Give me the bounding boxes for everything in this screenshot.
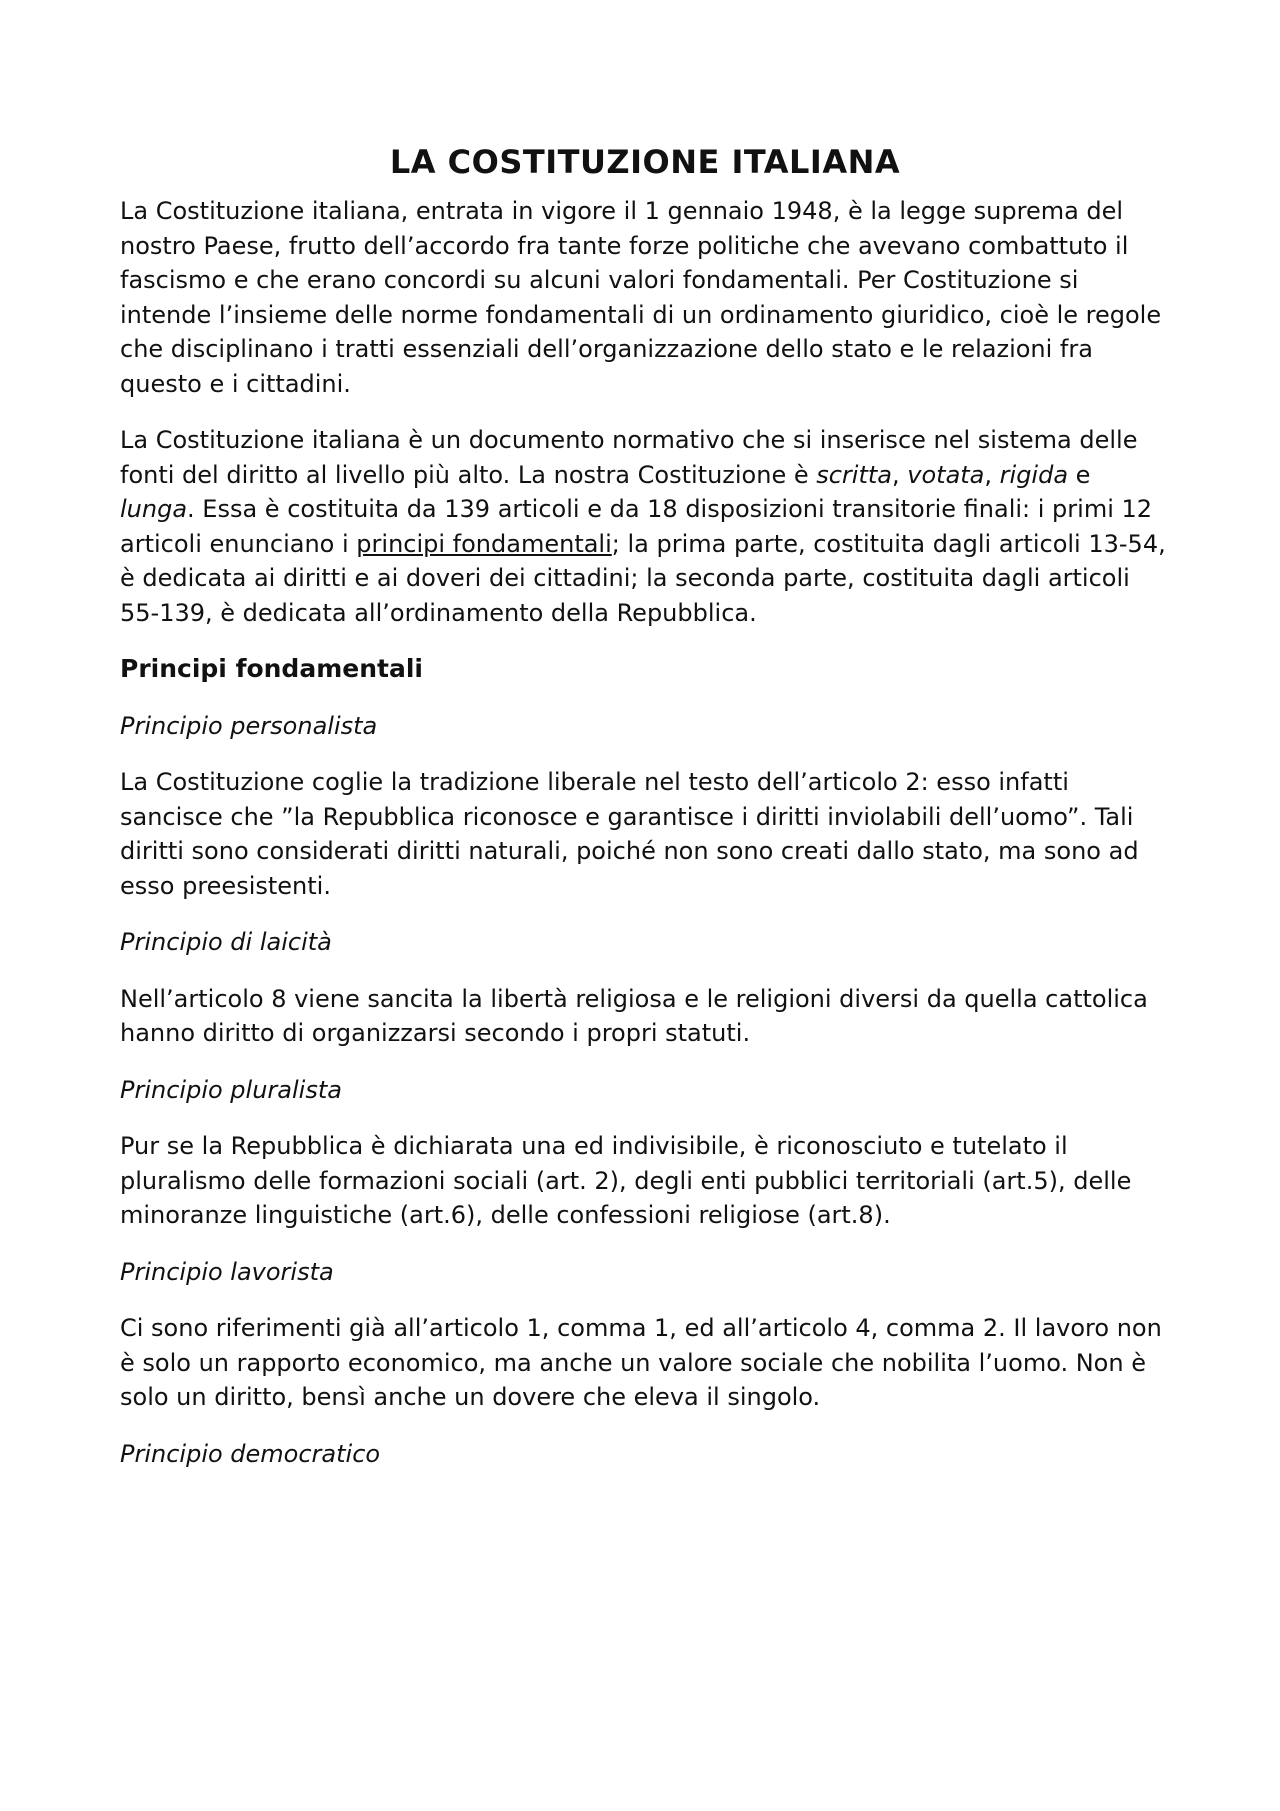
- heading-principio-personalista: Principio personalista: [120, 711, 378, 740]
- intro-p2-sep-2: ,: [984, 460, 1000, 489]
- text-principio-personalista: La Costituzione coglie la tradizione liberale nel testo dell’articolo 2: esso infatti sancisce che ”la Repubblica riconosce e garantisce i diritti inviolabili dell’uomo”. Tali diritti sono considerati diritti naturali, poiché non sono creati dallo stato, ma sono ad esso preesistenti.: [120, 768, 1139, 900]
- intro-p2-text-1: La Costituzione italiana è un documento normativo che si inserisce nel sistema delle fonti del diritto al livello più alto. La nostra Costituzione è: [120, 426, 1138, 489]
- text-principio-lavorista: Ci sono riferimenti già all’articolo 1, comma 1, ed all’articolo 4, comma 2. Il lavoro non è solo un rapporto economico, ma anche un valore sociale che nobilita l’uomo. Non è solo un diritto, bensì anche un dovere che eleva il singolo.: [120, 1314, 1162, 1411]
- text-principio-pluralista: Pur se la Repubblica è dichiarata una ed indivisibile, è riconosciuto e tutelato il pluralismo delle formazioni sociali (art. 2), degli enti pubblici territoriali (art.5), delle minoranze linguistiche (art.6), delle confessioni religiose (art.8).: [120, 1132, 1132, 1229]
- intro-p2-text-2: . Essa è costituita da 139 articoli e da 18 disposizioni transitorie finali: i primi 12 articoli enunciano i: [120, 495, 1153, 558]
- principi-fondamentali-link[interactable]: principi fondamentali: [356, 529, 612, 558]
- term-scritta: scritta: [816, 460, 892, 489]
- document-title: LA COSTITUZIONE ITALIANA: [389, 143, 901, 181]
- heading-principio-pluralista: Principio pluralista: [120, 1075, 342, 1104]
- heading-principio-laicita: Principio di laicità: [120, 928, 332, 956]
- intro-paragraph-1: La Costituzione italiana, entrata in vigore il 1 gennaio 1948, è la legge suprema del nostro Paese, frutto dell’accordo fra tante forze politiche che avevano combattuto il fascismo e che erano concordi su alcuni valori fondamentali. Per Costituzione si intende l’insieme delle norme fondamentali di un ordinamento giuridico, cioè le regole che disciplinano i tratti essenziali dell’organizzazione dello stato e le relazioni fra questo e i cittadini.: [120, 197, 1162, 398]
- term-votata: votata: [907, 460, 985, 489]
- principles-heading: Principi fondamentali: [120, 654, 423, 683]
- heading-principio-democratico: Principio democratico: [120, 1439, 381, 1468]
- intro-p2-sep-1: ,: [892, 460, 908, 489]
- intro-p2-text-3: ; la prima parte, costituita dagli articoli 13-54, è dedicata ai diritti e ai doveri dei cittadini; la seconda parte, costituita dagli articoli 55-139, è dedicata all’ordinamento della Repubblica.: [120, 529, 1166, 627]
- heading-principio-lavorista: Principio lavorista: [120, 1257, 334, 1286]
- term-rigida: rigida: [999, 460, 1069, 489]
- intro-p2-sep-3: e: [1068, 460, 1091, 489]
- text-principio-laicita: Nell’articolo 8 viene sancita la libertà religiosa e le religioni diversi da quella cattolica hanno diritto di organizzarsi secondo i propri statuti.: [120, 984, 1148, 1047]
- document-page: [120, 140, 1170, 1493]
- term-lunga: lunga: [120, 495, 188, 523]
- intro-paragraph-2: [120, 423, 1170, 630]
